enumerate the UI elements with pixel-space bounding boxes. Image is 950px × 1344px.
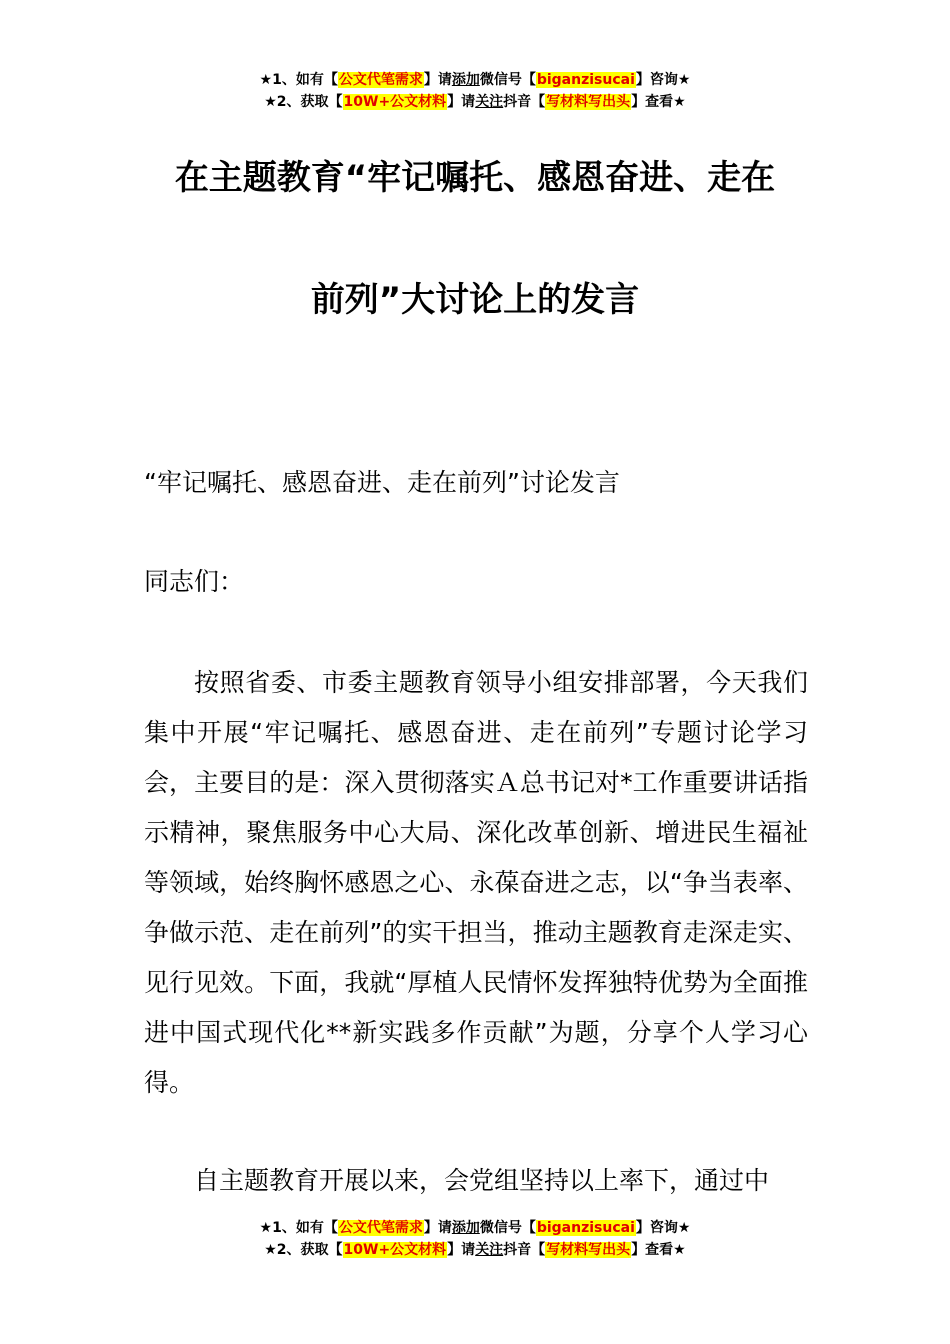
promo-text: 】请: [423, 1220, 452, 1236]
promo-highlight: 写材料写出头: [546, 1242, 631, 1258]
promo-text: 】咨询★: [635, 1220, 691, 1236]
promo-text: 】咨询★: [635, 72, 691, 88]
promo-highlight: 写材料写出头: [546, 94, 631, 110]
document-subtitle: “牢记嘱托、感恩奋进、走在前列”讨论发言: [144, 468, 620, 497]
promo-underline: 添加: [451, 1220, 480, 1236]
promo-highlight: 10W+公文材料: [343, 94, 447, 110]
promo-highlight: 公文代笔需求: [338, 72, 423, 88]
promo-text: 】查看★: [631, 94, 686, 110]
promo-text: ★2、获取【: [264, 1242, 343, 1258]
promo-text: 抖音【: [503, 1242, 546, 1258]
document-title-line-1: 在主题教育“牢记嘱托、感恩奋进、走在: [174, 158, 776, 198]
greeting: 同志们：: [144, 567, 245, 596]
promo-banner-bottom: [0, 1217, 950, 1261]
promo-text: 微信号【: [479, 1220, 536, 1236]
promo-text: ★2、获取【: [264, 94, 343, 110]
document-title-line-2: 前列”大讨论上的发言: [310, 280, 640, 320]
promo-line-1: [0, 69, 950, 91]
promo-text: 】请: [447, 94, 476, 110]
promo-line-2: [0, 91, 950, 113]
promo-text: 】请: [423, 72, 452, 88]
promo-line-1: [0, 1217, 950, 1239]
body-paragraph-2: 自主题教育开展以来，会党组坚持以上率下，通过中: [194, 1166, 770, 1195]
promo-highlight: 10W+公文材料: [343, 1242, 447, 1258]
promo-line-2: [0, 1239, 950, 1261]
promo-banner-top: [0, 69, 950, 113]
promo-underline: 关注: [475, 94, 504, 110]
promo-underline: 添加: [451, 72, 480, 88]
promo-underline: 关注: [475, 1242, 504, 1258]
promo-text: ★1、如有【: [259, 72, 338, 88]
promo-highlight: biganzisucai: [536, 1220, 635, 1236]
body-paragraph-1: 按照省委、市委主题教育领导小组安排部署，今天我们集中开展“牢记嘱托、感恩奋进、走在前列”专题讨论学习会，主要目的是：深入贯彻落实Ａ总书记对*工作重要讲话指示精神，聚焦服务中心大局、深化改革创新、增进民生福祉等领域，始终胸怀感恩之心、永葆奋进之志，以“争当表率、争做示范、走在前列”的实干担当，推动主题教育走深走实、见行见效。下面，我就“厚植人民情怀发挥独特优势为全面推进中国式现代化**新实践多作贡献”为题，分享个人学习心得。: [144, 668, 808, 1097]
promo-highlight: biganzisucai: [536, 72, 635, 88]
promo-text: 】查看★: [631, 1242, 686, 1258]
promo-text: 】请: [447, 1242, 476, 1258]
promo-text: 微信号【: [479, 72, 536, 88]
promo-text: 抖音【: [503, 94, 546, 110]
promo-text: ★1、如有【: [259, 1220, 338, 1236]
promo-highlight: 公文代笔需求: [338, 1220, 423, 1236]
